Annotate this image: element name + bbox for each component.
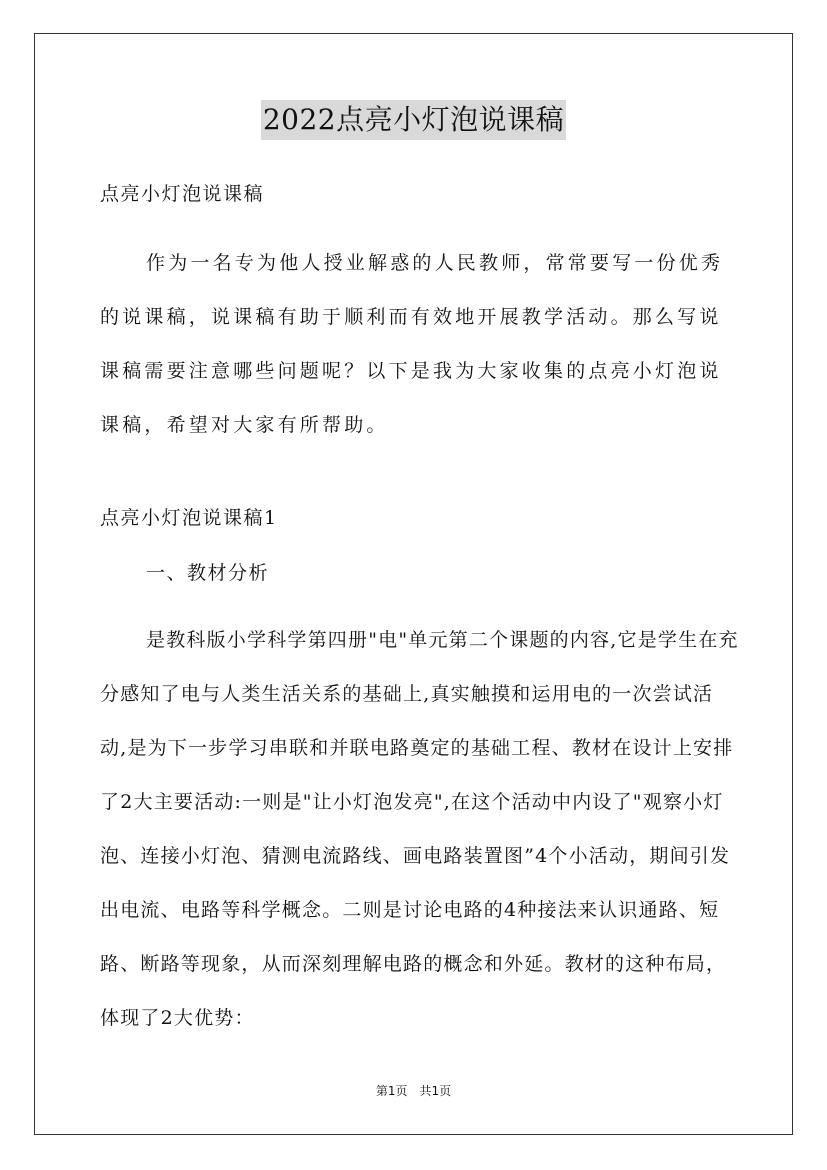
section-title: 点亮小灯泡说课稿1 xyxy=(100,507,278,529)
title-container xyxy=(0,100,827,140)
document-subtitle: 点亮小灯泡说课稿 xyxy=(100,183,265,205)
page-footer: 第1页 共1页 xyxy=(375,1084,452,1098)
document-title: 2022点亮小灯泡说课稿 xyxy=(261,100,566,140)
analysis-paragraph: 是教科版小学科学第四册"电"单元第二个课题的内容,它是学生在充分感知了电与人类生活关系的基础上,真实触摸和运用电的一次尝试活动,是为下一步学习串联和并联电路奠定的基础工程、教材在设计上安排了2大主要活动:一则是"让小灯泡发亮",在这个活动中内设了"观察小灯泡、连接小灯泡、猜测电流路线、画电路装置图”4个小活动，期间引发出电流、电路等科学概念。二则是讨论电路的4种接法来认识通路、短路、断路等现象，从而深刻理解电路的概念和外延。教材的这种布局，体现了2大优势： xyxy=(100,629,739,1029)
heading-textbook-analysis: 一、教材分析 xyxy=(146,562,270,584)
intro-paragraph: 作为一名专为他人授业解惑的人民教师，常常要写一份优秀的说课稿，说课稿有助于顺利而有效地开展教学活动。那么写说课稿需要注意哪些问题呢？以下是我为大家收集的点亮小灯泡说课稿，希望对大家有所帮助。 xyxy=(100,252,724,436)
